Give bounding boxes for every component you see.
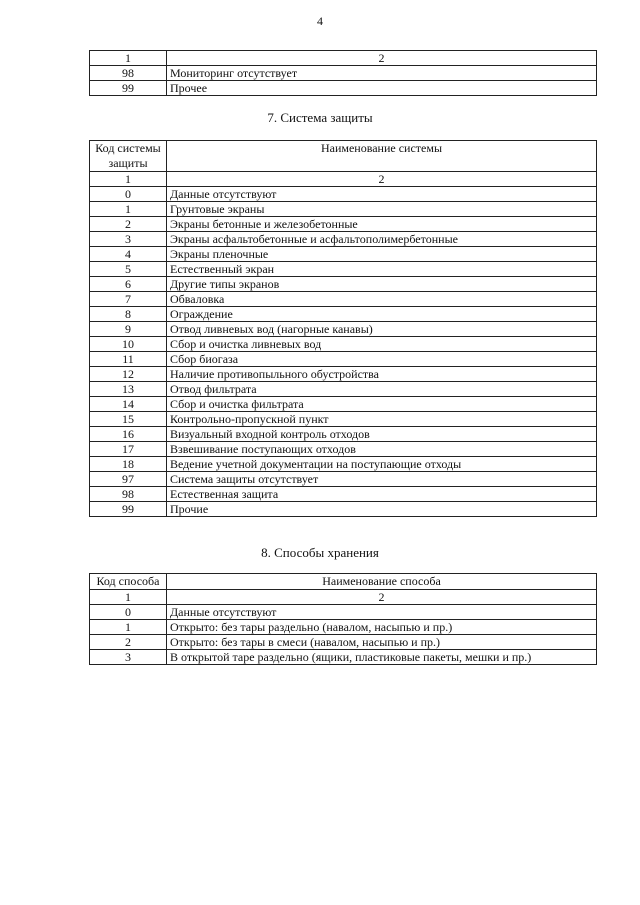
row-name: Экраны асфальтобетонные и асфальтополимербетонные (167, 232, 597, 247)
table-row (90, 487, 597, 502)
table-row (90, 605, 597, 620)
row-code: 0 (90, 605, 167, 620)
row-name: Сбор и очистка фильтрата (167, 397, 597, 412)
row-name: Отвод фильтрата (167, 382, 597, 397)
row-code: 1 (90, 202, 167, 217)
table-numbering-row (90, 590, 597, 605)
row-name: Открыто: без тары раздельно (навалом, насыпью и пр.) (167, 620, 597, 635)
table-row (90, 232, 597, 247)
row-code: 15 (90, 412, 167, 427)
column-number: 1 (90, 590, 167, 605)
table-numbering-row (90, 51, 597, 66)
row-code: 5 (90, 262, 167, 277)
row-name: Ограждение (167, 307, 597, 322)
row-code: 99 (90, 81, 167, 96)
row-name: Экраны бетонные и железобетонные (167, 217, 597, 232)
column-number: 2 (167, 51, 597, 66)
table-row (90, 247, 597, 262)
table-row (90, 262, 597, 277)
row-code: 11 (90, 352, 167, 367)
column-number: 1 (90, 51, 167, 66)
row-code: 98 (90, 487, 167, 502)
table-row (90, 635, 597, 650)
table-row (90, 66, 597, 81)
column-header-name: Наименование способа (167, 574, 597, 590)
row-code: 17 (90, 442, 167, 457)
row-code: 0 (90, 187, 167, 202)
row-name: Наличие противопыльного обустройства (167, 367, 597, 382)
row-code: 99 (90, 502, 167, 517)
row-code: 1 (90, 620, 167, 635)
table-row (90, 352, 597, 367)
row-code: 97 (90, 472, 167, 487)
table-row (90, 457, 597, 472)
column-number: 2 (167, 172, 597, 187)
row-code: 6 (90, 277, 167, 292)
row-code: 4 (90, 247, 167, 262)
table-row (90, 442, 597, 457)
table-row (90, 367, 597, 382)
row-name: Взвешивание поступающих отходов (167, 442, 597, 457)
row-code: 12 (90, 367, 167, 382)
table-row (90, 202, 597, 217)
row-name: Система защиты отсутствует (167, 472, 597, 487)
storage-method-table (89, 573, 597, 665)
table-row (90, 502, 597, 517)
table-header-row (90, 574, 597, 590)
row-code: 3 (90, 232, 167, 247)
table-row (90, 322, 597, 337)
table-row (90, 382, 597, 397)
column-header-code: Код системы защиты (90, 141, 167, 172)
table-row (90, 427, 597, 442)
row-code: 8 (90, 307, 167, 322)
row-code: 7 (90, 292, 167, 307)
row-name: Визуальный входной контроль отходов (167, 427, 597, 442)
column-header-name: Наименование системы (167, 141, 597, 172)
page-number: 4 (317, 14, 323, 28)
table-row (90, 292, 597, 307)
row-code: 9 (90, 322, 167, 337)
row-code: 10 (90, 337, 167, 352)
row-code: 18 (90, 457, 167, 472)
section-heading: 8. Способы хранения (261, 545, 379, 560)
row-code: 3 (90, 650, 167, 665)
row-name: Сбор и очистка ливневых вод (167, 337, 597, 352)
table-row (90, 650, 597, 665)
row-name: Данные отсутствуют (167, 187, 597, 202)
table-row (90, 472, 597, 487)
table-row (90, 397, 597, 412)
row-name: Открыто: без тары в смеси (навалом, насыпью и пр.) (167, 635, 597, 650)
row-name: Прочее (167, 81, 597, 96)
row-name: Другие типы экранов (167, 277, 597, 292)
protection-system-table (89, 140, 597, 517)
row-name: В открытой таре раздельно (ящики, пластиковые пакеты, мешки и пр.) (167, 650, 597, 665)
table-row (90, 277, 597, 292)
table-row (90, 217, 597, 232)
row-name: Контрольно-пропускной пункт (167, 412, 597, 427)
row-code: 2 (90, 217, 167, 232)
row-name: Прочие (167, 502, 597, 517)
row-name: Естественная защита (167, 487, 597, 502)
table-row (90, 620, 597, 635)
column-header-code: Код способа (90, 574, 167, 590)
column-number: 1 (90, 172, 167, 187)
row-name: Ведение учетной документации на поступающие отходы (167, 457, 597, 472)
row-name: Отвод ливневых вод (нагорные канавы) (167, 322, 597, 337)
table-row (90, 307, 597, 322)
row-name: Естественный экран (167, 262, 597, 277)
table-numbering-row (90, 172, 597, 187)
table-row (90, 412, 597, 427)
row-code: 98 (90, 66, 167, 81)
row-code: 16 (90, 427, 167, 442)
section-heading: 7. Система защиты (267, 110, 373, 125)
row-code: 2 (90, 635, 167, 650)
table-header-row (90, 141, 597, 172)
row-name: Обваловка (167, 292, 597, 307)
table-row (90, 81, 597, 96)
row-code: 14 (90, 397, 167, 412)
continued-table (89, 50, 597, 96)
row-name: Данные отсутствуют (167, 605, 597, 620)
row-name: Грунтовые экраны (167, 202, 597, 217)
row-name: Сбор биогаза (167, 352, 597, 367)
row-name: Мониторинг отсутствует (167, 66, 597, 81)
column-number: 2 (167, 590, 597, 605)
table-row (90, 187, 597, 202)
table-row (90, 337, 597, 352)
row-code: 13 (90, 382, 167, 397)
row-name: Экраны пленочные (167, 247, 597, 262)
